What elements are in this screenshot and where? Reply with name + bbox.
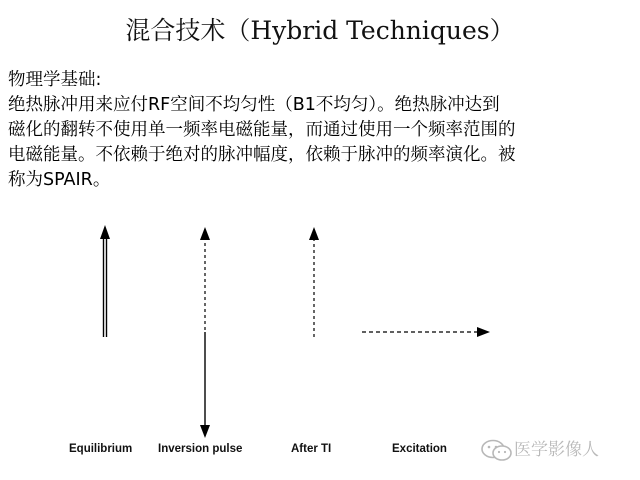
equilibrium-arrowhead (100, 225, 110, 239)
body-heading: 物理学基础: (8, 70, 102, 90)
wechat-icon (480, 438, 514, 462)
body-line: 称为SPAIR。 (8, 170, 111, 190)
excitation-arrowhead (477, 327, 490, 337)
body-line: 绝热脉冲用来应付RF空间不均匀性（B1不均匀）。绝热脉冲达到 (8, 95, 500, 115)
watermark-text: 医学影像人 (514, 440, 599, 460)
label-excitation: Excitation (392, 443, 447, 455)
body-line: 电磁能量。不依赖于绝对的脉冲幅度，依赖于脉冲的频率演化。被 (8, 145, 516, 165)
label-after-ti: After TI (291, 443, 332, 455)
inversion-solid-arrowhead (200, 425, 210, 438)
body-line: 磁化的翻转不使用单一频率电磁能量，而通过使用一个频率范围的 (8, 120, 516, 140)
label-equilibrium: Equilibrium (69, 443, 133, 455)
label-inversion-pulse: Inversion pulse (158, 443, 243, 455)
inversion-dashed-arrowhead (200, 227, 210, 240)
watermark (480, 438, 630, 462)
after-ti-arrowhead (309, 227, 319, 240)
slide-title: 混合技术（Hybrid Techniques） (125, 16, 515, 45)
